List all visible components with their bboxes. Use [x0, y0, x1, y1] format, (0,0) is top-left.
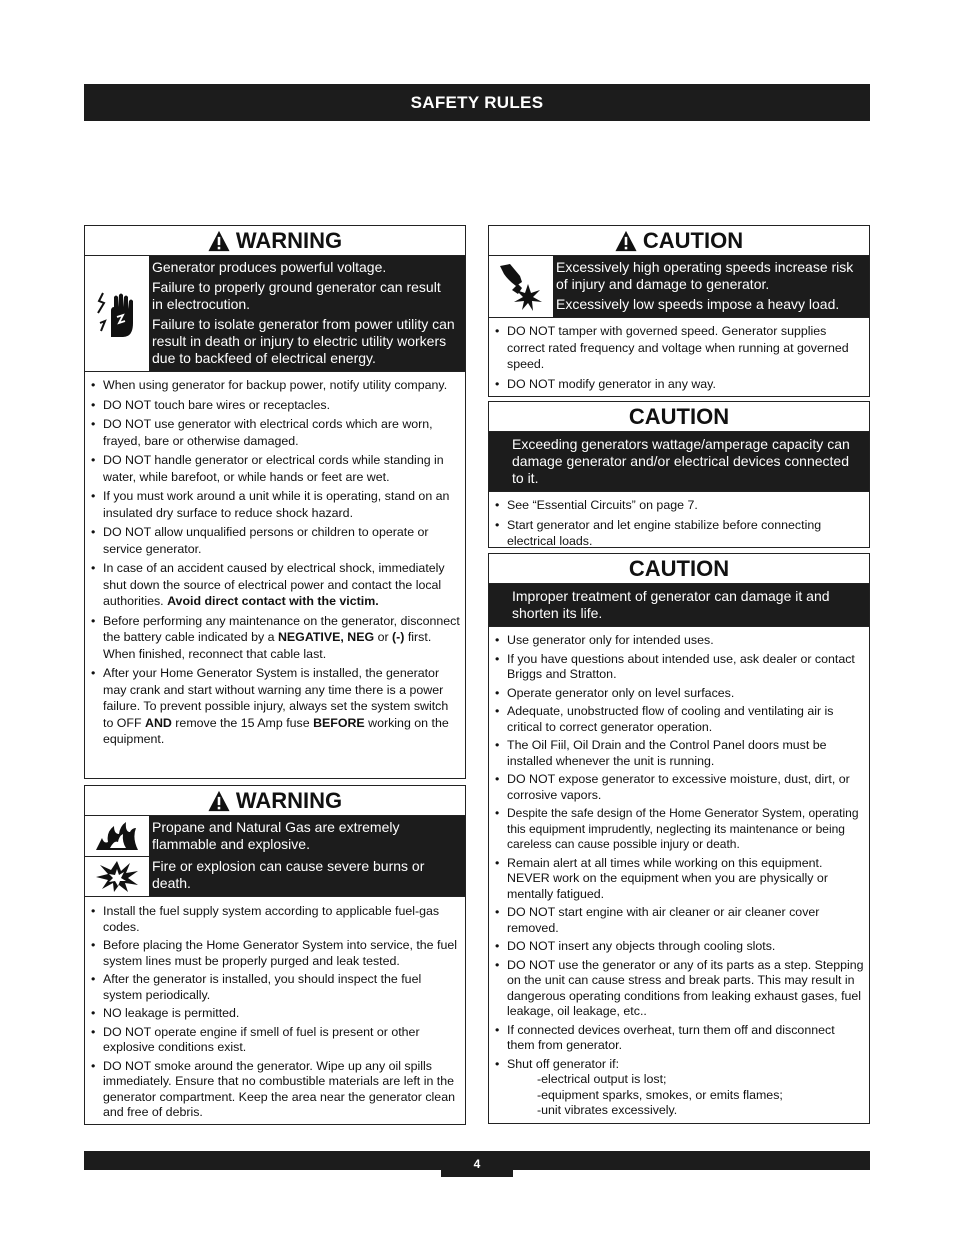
- list-item: • DO NOT operate engine if smell of fuel is present or other explosive conditions exist.: [89, 1025, 461, 1056]
- list-item: • After the generator is installed, you should inspect the fuel system periodically.: [89, 972, 461, 1003]
- hazard-text-1: Generator produces powerful voltage.: [152, 259, 387, 275]
- list-item: • DO NOT allow unqualified persons or children to operate or service generator.: [89, 524, 461, 557]
- alert-triangle-icon: [615, 230, 637, 252]
- hazard-panel: [85, 256, 465, 372]
- list-item: • The Oil Fiil, Oil Drain and the Control Panel doors must be installed whenever the unit is running.: [493, 738, 865, 769]
- warning-fuel-title: WARNING: [85, 786, 465, 816]
- list-item: • DO NOT smoke around the generator. Wipe up any oil spills immediately. Ensure that no combustible materials are left in the generator compartment. Keep the area near the generator clean and free of debris.: [89, 1059, 461, 1121]
- caution-speed-rules: [489, 318, 869, 400]
- caution-capacity-box: [488, 401, 870, 548]
- caution-speed-title: CAUTION: [489, 226, 869, 256]
- list-item: • Adequate, unobstructed flow of cooling and ventilating air is critical to correct generator operation.: [493, 704, 865, 735]
- list-item: • DO NOT expose generator to excessive moisture, dust, dirt, or corrosive vapors.: [493, 772, 865, 803]
- hazard-text-2: Fire or explosion can cause severe burns or death.: [152, 858, 425, 891]
- alert-triangle-icon: [208, 790, 230, 812]
- list-item: • Despite the safe design of the Home Generator System, operating this equipment imprudently, neglecting its maintenance or being careless can cause possible injury or death.: [493, 806, 865, 853]
- page-number: 4: [441, 1151, 513, 1177]
- list-item: • After your Home Generator System is installed, the generator may crank and start without warning any time there is a power failure. To prevent possible injury, always set the system switch to OFF AND remove the 15 Amp fuse BEFORE working on the equipment.: [89, 665, 461, 748]
- caution-speed-box: [488, 225, 870, 397]
- alert-triangle-icon: [208, 230, 230, 252]
- hazard-panel: [489, 584, 869, 627]
- hazard-panel: [85, 816, 465, 897]
- section-header: [84, 84, 870, 121]
- hazard-panel: [489, 432, 869, 492]
- warning-electrical-rules: [85, 372, 465, 756]
- explosion-icon: [85, 857, 149, 897]
- warning-electrical-title: WARNING: [85, 226, 465, 256]
- list-item: • If you must work around a unit while it is operating, stand on an insulated dry surface to reduce shock hazard.: [89, 488, 461, 521]
- hazard-text-2: Failure to properly ground generator can result in electrocution.: [152, 279, 441, 312]
- hazard-text: Exceeding generators wattage/amperage capacity can damage generator and/or electrical devices connected to it.: [512, 436, 850, 486]
- list-item: • Use generator only for intended uses.: [493, 633, 865, 649]
- caution-treatment-title: CAUTION: [489, 554, 869, 584]
- hazard-text-1: Propane and Natural Gas are extremely flammable and explosive.: [152, 819, 400, 852]
- caution-treatment-box: [488, 553, 870, 1124]
- hazard-text: Improper treatment of generator can damage it and shorten its life.: [512, 588, 830, 621]
- hazard-text-3: Failure to isolate generator from power utility can result in death or injury to electric utility workers due to backfeed of electrical energy.: [152, 316, 455, 366]
- caution-capacity-rules: [489, 492, 869, 558]
- section-title: SAFETY RULES: [410, 92, 544, 112]
- list-item: • NO leakage is permitted.: [89, 1006, 461, 1022]
- fire-icon: [85, 816, 149, 857]
- warning-electrical-box: [84, 225, 466, 779]
- list-item: • DO NOT use generator with electrical cords which are worn, frayed, bare or otherwise damaged.: [89, 416, 461, 449]
- list-item: • DO NOT tamper with governed speed. Generator supplies correct rated frequency and voltage when running at governed speed.: [493, 323, 865, 373]
- hazard-text-1: Excessively high operating speeds increase risk of injury and damage to generator.: [556, 259, 854, 292]
- warning-fuel-box: [84, 785, 466, 1125]
- list-item: • Before placing the Home Generator System into service, the fuel system lines must be properly purged and leak tested.: [89, 938, 461, 969]
- caution-capacity-title: CAUTION: [489, 402, 869, 432]
- list-item: • See “Essential Circuits” on page 7.: [493, 497, 865, 514]
- list-item: • Operate generator only on level surfaces.: [493, 686, 865, 702]
- electric-shock-hand-icon: [85, 256, 149, 371]
- list-item: • Remain alert at all times while working on this equipment. NEVER work on the equipment when you are physically or mentally fatigued.: [493, 856, 865, 903]
- list-item: • If connected devices overheat, turn them off and disconnect them from generator.: [493, 1023, 865, 1054]
- list-item: • Install the fuel supply system according to applicable fuel-gas codes.: [89, 904, 461, 935]
- list-item: • If you have questions about intended use, ask dealer or contact Briggs and Stratton.: [493, 652, 865, 683]
- caution-treatment-rules: [489, 627, 869, 1127]
- hazard-text-2: Excessively low speeds impose a heavy load.: [556, 296, 840, 312]
- list-item: • Shut off generator if: -electrical output is lost; -equipment sparks, smokes, or emits flames; -unit vibrates excessively.: [493, 1057, 865, 1119]
- list-item: • When using generator for backup power, notify utility company.: [89, 377, 461, 394]
- list-item: • DO NOT modify generator in any way.: [493, 376, 865, 393]
- rotating-parts-icon: [489, 256, 553, 317]
- hazard-panel: [489, 256, 869, 318]
- list-item: • In case of an accident caused by electrical shock, immediately shut down the source of electrical power and contact the local authorities. Avoid direct contact with the victim.: [89, 560, 461, 610]
- list-item: • DO NOT start engine with air cleaner or air cleaner cover removed.: [493, 905, 865, 936]
- list-item: • Start generator and let engine stabilize before connecting electrical loads.: [493, 517, 865, 550]
- list-item: • DO NOT use the generator or any of its parts as a step. Stepping on the unit can cause stress and break parts. This may result in dangerous operating conditions from leaking exhaust gases, fuel leakage, oil leakage, etc..: [493, 958, 865, 1020]
- list-item: • Before performing any maintenance on the generator, disconnect the battery cable indicated by a NEGATIVE, NEG or (-) first. When finished, reconnect that cable last.: [89, 613, 461, 663]
- list-item: • DO NOT touch bare wires or receptacles.: [89, 397, 461, 414]
- list-item: • DO NOT handle generator or electrical cords while standing in water, while barefoot, or while hands or feet are wet.: [89, 452, 461, 485]
- warning-fuel-rules: [85, 897, 465, 1129]
- list-item: • DO NOT insert any objects through cooling slots.: [493, 939, 865, 955]
